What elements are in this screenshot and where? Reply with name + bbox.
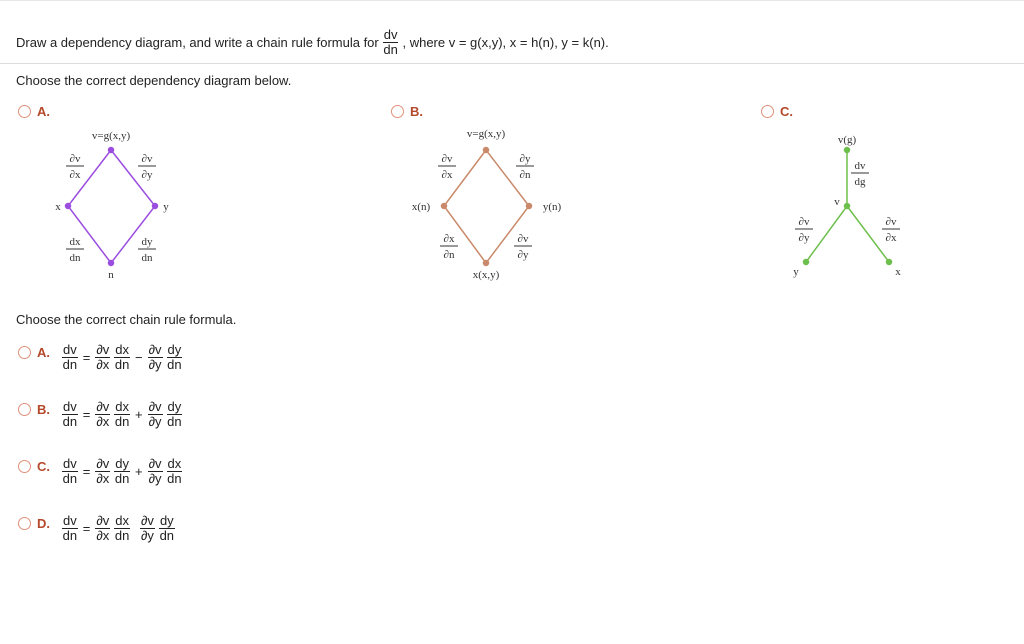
numerator: dx: [167, 456, 182, 471]
numerator: ∂v: [798, 216, 810, 228]
node-label: n: [108, 269, 114, 281]
denominator: dn: [167, 357, 182, 372]
denominator: ∂y: [148, 471, 162, 486]
denominator: ∂y: [517, 249, 529, 261]
denominator: dn: [383, 42, 398, 57]
denominator: ∂y: [148, 357, 162, 372]
operator: −: [135, 350, 143, 365]
fraction: [167, 457, 183, 486]
question-suffix: , where v = g(x,y), x = h(n), y = k(n).: [402, 35, 609, 50]
node: [66, 204, 71, 209]
denominator: ∂x: [96, 414, 110, 429]
fraction: [62, 400, 78, 429]
denominator: dn: [114, 414, 130, 429]
node: [527, 204, 532, 209]
numerator: ∂y: [519, 153, 531, 165]
denominator: ∂y: [141, 169, 153, 181]
denominator: dn: [114, 357, 130, 372]
formula-option-c[interactable]: [18, 457, 182, 486]
fraction: [114, 457, 130, 486]
node: [109, 261, 114, 266]
chain-rule-formula: [62, 457, 182, 486]
numerator: dv: [63, 513, 77, 528]
denominator: dg: [854, 176, 866, 188]
radio-button[interactable]: [18, 517, 31, 530]
chain-rule-formula: [62, 514, 175, 543]
numerator: dv: [63, 456, 77, 471]
node-label: x(x,y): [472, 269, 500, 281]
chain-rule-formula: [62, 343, 182, 372]
numerator: ∂v: [441, 153, 453, 165]
fraction: [95, 514, 110, 543]
numerator: ∂v: [517, 233, 529, 245]
numerator: ∂v: [96, 513, 110, 528]
fraction: [95, 457, 110, 486]
fraction: [62, 514, 78, 543]
denominator: dn: [167, 414, 182, 429]
node: [845, 148, 850, 153]
node-label: x: [895, 266, 901, 278]
node-label: v: [834, 196, 840, 208]
node-label: y: [793, 266, 799, 278]
edge-derivative: [514, 233, 532, 261]
fraction: [62, 343, 78, 372]
numerator: ∂v: [96, 399, 110, 414]
numerator: ∂v: [148, 399, 162, 414]
denominator: dn: [69, 252, 81, 264]
fraction: [140, 514, 155, 543]
denominator: dn: [167, 471, 182, 486]
node: [109, 148, 114, 153]
node-label: x: [55, 201, 61, 213]
denominator: ∂n: [443, 249, 455, 261]
denominator: ∂x: [69, 169, 81, 181]
fraction: [148, 343, 163, 372]
option-radio[interactable]: [18, 459, 50, 474]
fraction: [148, 457, 163, 486]
equals-sign: =: [82, 407, 91, 422]
node: [442, 204, 447, 209]
option-label: B.: [410, 104, 423, 119]
numerator: dx: [115, 399, 129, 414]
denominator: dn: [62, 528, 78, 543]
diagram-prompt: Choose the correct dependency diagram below.: [16, 73, 292, 88]
option-label: D.: [37, 516, 50, 531]
numerator: ∂v: [96, 456, 110, 471]
equals-sign: =: [82, 350, 91, 365]
fraction: [114, 514, 130, 543]
formula-option-a[interactable]: [18, 343, 182, 372]
edge-derivative: [138, 236, 156, 264]
fraction: [95, 400, 110, 429]
node: [887, 260, 892, 265]
fraction: [114, 343, 130, 372]
denominator: ∂x: [96, 357, 110, 372]
node: [153, 204, 158, 209]
diagram-b: [442, 148, 532, 266]
denominator: dn: [62, 471, 78, 486]
numerator: ∂v: [96, 342, 110, 357]
node: [804, 260, 809, 265]
node: [845, 204, 850, 209]
dependency-diagrams: [0, 0, 1024, 300]
option-label: B.: [37, 402, 50, 417]
edge-derivative: [440, 233, 458, 261]
numerator: dy: [115, 456, 129, 471]
fraction: [114, 400, 130, 429]
fraction: [62, 457, 78, 486]
denominator: ∂x: [885, 232, 897, 244]
edge-derivative: [795, 216, 813, 244]
radio-button[interactable]: [18, 346, 31, 359]
numerator: dx: [115, 342, 129, 357]
node: [484, 148, 489, 153]
numerator: dx: [115, 513, 129, 528]
option-radio[interactable]: [18, 402, 50, 417]
operator: +: [135, 407, 143, 422]
edge-derivative: [66, 236, 84, 264]
edge-derivative: [138, 153, 156, 181]
fraction: [167, 343, 183, 372]
numerator: dv: [383, 27, 398, 42]
formula-option-d[interactable]: [18, 514, 175, 543]
numerator: dy: [141, 236, 153, 248]
equals-sign: =: [82, 464, 91, 479]
numerator: ∂v: [148, 342, 162, 357]
formula-option-b[interactable]: [18, 400, 182, 429]
denominator: ∂n: [519, 169, 531, 181]
radio-button[interactable]: [18, 460, 31, 473]
numerator: ∂v: [148, 456, 162, 471]
denominator: ∂y: [798, 232, 810, 244]
chain-rule-formula: [62, 400, 182, 429]
numerator: dy: [159, 513, 174, 528]
numerator: dv: [63, 342, 77, 357]
edge-derivative: [882, 216, 900, 244]
numerator: ∂x: [443, 233, 455, 245]
option-label: A.: [37, 104, 50, 119]
node-label: v=g(x,y): [466, 128, 506, 140]
edge-derivative: [438, 153, 456, 181]
fraction: [159, 514, 175, 543]
equals-sign: =: [82, 521, 91, 536]
denominator: ∂x: [441, 169, 453, 181]
option-label: A.: [37, 345, 50, 360]
numerator: ∂v: [69, 153, 81, 165]
node-label: y: [163, 201, 169, 213]
denominator: ∂x: [96, 471, 110, 486]
option-radio[interactable]: [18, 516, 50, 531]
edge-derivative: [516, 153, 534, 181]
node-label: x(n): [411, 201, 431, 213]
node-label: y(n): [542, 201, 562, 213]
fraction: [148, 400, 163, 429]
node-label: v=g(x,y): [91, 130, 131, 142]
edge-derivative-labels: [66, 153, 900, 264]
numerator: dv: [63, 399, 77, 414]
denominator: ∂x: [96, 528, 110, 543]
denominator: dn: [159, 528, 175, 543]
numerator: dy: [167, 399, 182, 414]
operator: +: [135, 464, 143, 479]
denominator: dn: [62, 357, 78, 372]
numerator: dy: [167, 342, 182, 357]
option-label: C.: [37, 459, 50, 474]
numerator: ∂v: [141, 513, 154, 528]
edge-derivative: [851, 160, 869, 188]
diagram-c: [804, 148, 892, 265]
node: [484, 261, 489, 266]
node-label: v(g): [837, 134, 857, 146]
numerator: ∂v: [885, 216, 897, 228]
denominator: dn: [141, 252, 153, 264]
formula-prompt: Choose the correct chain rule formula.: [16, 312, 237, 327]
fraction: [167, 400, 183, 429]
denominator: dn: [114, 528, 130, 543]
denominator: ∂y: [148, 414, 162, 429]
option-label: C.: [780, 104, 793, 119]
question-prefix: Draw a dependency diagram, and write a chain rule formula for: [16, 35, 379, 50]
radio-button[interactable]: [18, 403, 31, 416]
numerator: ∂v: [141, 153, 153, 165]
denominator: dn: [114, 471, 130, 486]
denominator: ∂y: [141, 528, 154, 543]
edge: [806, 206, 889, 262]
numerator: dx: [69, 236, 81, 248]
fraction: [95, 343, 110, 372]
denominator: dn: [62, 414, 78, 429]
numerator: dv: [854, 160, 866, 172]
edge-derivative: [66, 153, 84, 181]
option-radio[interactable]: [18, 345, 50, 360]
